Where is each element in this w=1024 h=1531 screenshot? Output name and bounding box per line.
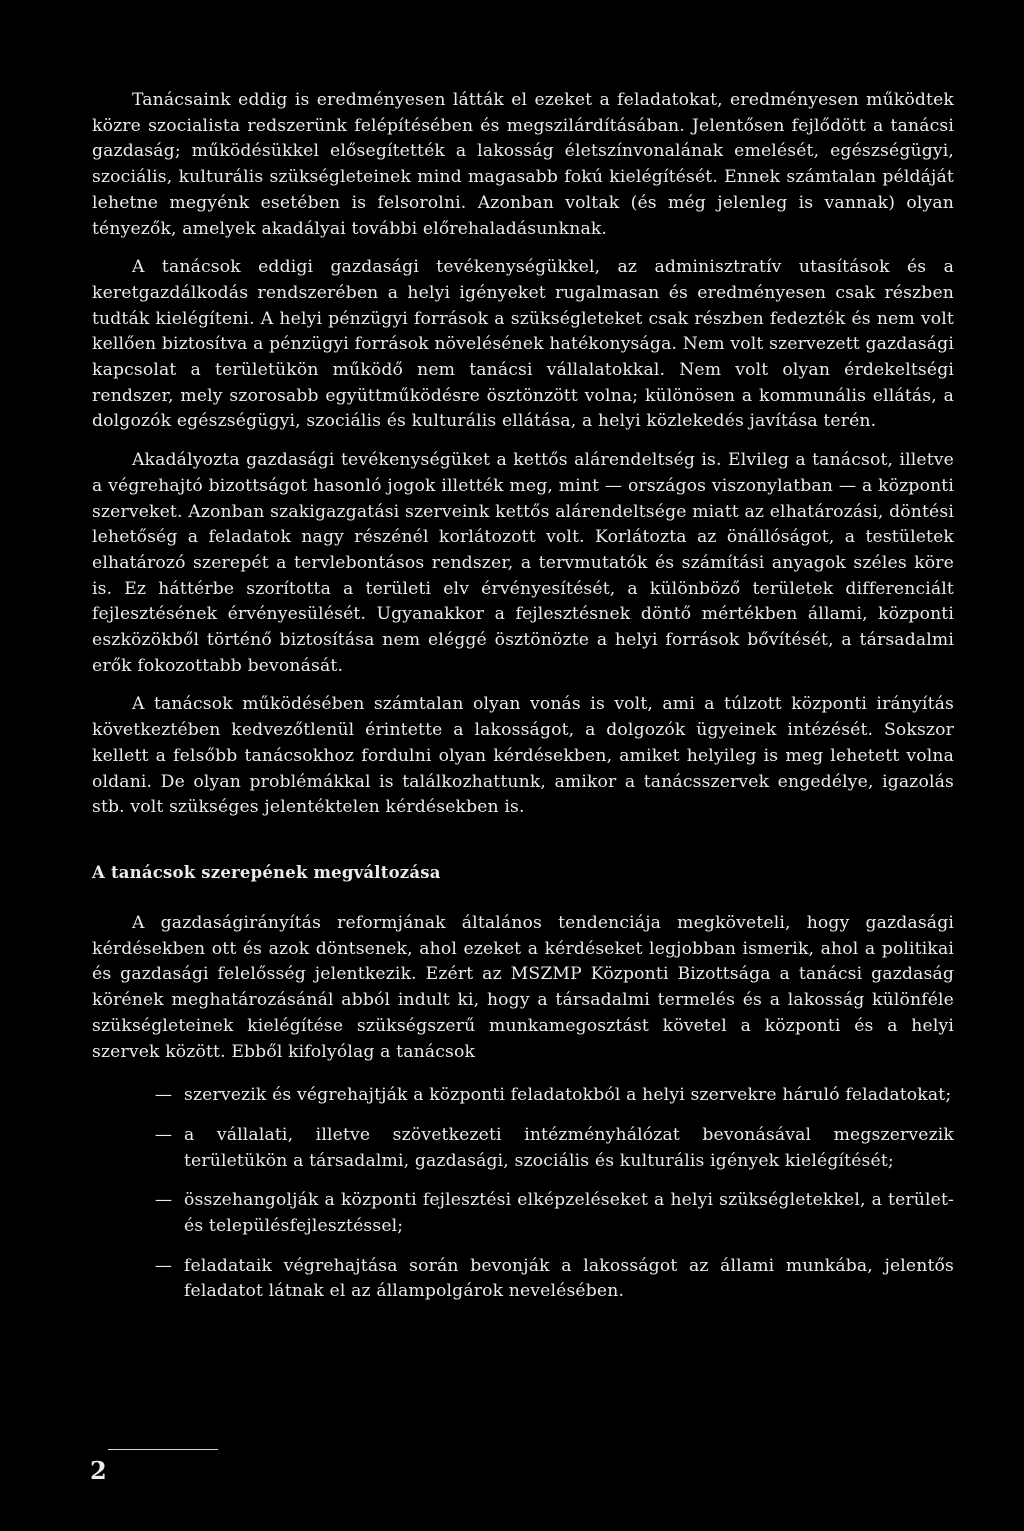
list-item-text: összehangolják a központi fejlesztési elképzeléseket a helyi szükségletekkel, a terület- és településfejlesztéssel; xyxy=(184,1190,954,1237)
paragraph-2: A tanácsok eddigi gazdasági tevékenységükkel, az adminisztratív utasítások és a keretgazdálkodás rendszerében a helyi igényeket rugalmasan és eredményesen csak részben tudták kielégíteni. A helyi pénzügyi források a szükségleteket csak részben fedezték és nem volt kellően biztosítva a pénzügyi források növelésének hatékonysága. Nem volt szervezett gazdasági kapcsolat a területükön működő nem tanácsi vállalatokkal. Nem volt olyan érdekeltségi rendszer, mely szorosabb együttműködésre ösztönzött volna; különösen a kommunális ellátás, a dolgozók egészségügyi, szociális és kulturális ellátása, a helyi közlekedés javítása terén. xyxy=(92,257,954,432)
list-item xyxy=(92,1188,954,1239)
paragraph-1: Tanácsaink eddig is eredményesen látták el ezeket a feladatokat, eredményesen működtek közre szocialista redszerünk felépítésében és megszilárdításában. Jelentősen fejlődött a tanácsi gazdaság; működésükkel elősegítették a lakosság életszínvonalának emelését, egészségügyi, szociális, kulturális szükségleteinek mind magasabb fokú kielégítését. Ennek számtalan példáját lehetne megyénk esetében is felsorolni. Azonban voltak (és még jelenleg is vannak) olyan tényezők, amelyek akadályai további előrehaladásunknak. xyxy=(92,90,954,239)
page-content xyxy=(92,88,954,1319)
list-item-text: a vállalati, illetve szövetkezeti intézményhálózat bevonásával megszervezik területükön a társadalmi, gazdasági, szociális és kulturális igények kielégítését; xyxy=(184,1124,954,1171)
list-item xyxy=(92,1254,954,1305)
footnote-divider xyxy=(108,1449,218,1450)
dash-marker: — xyxy=(154,1124,172,1145)
dash-marker: — xyxy=(154,1085,172,1106)
dash-marker: — xyxy=(154,1255,172,1276)
paragraph-3: Akadályozta gazdasági tevékenységüket a kettős alárendeltség is. Elvileg a tanácsot, illetve a végrehajtó bizottságot hasonló jogok illették meg, mint — országos viszonylatban — a központi szerveket. Azonban szakigazgatási szerveink kettős alárendeltsége miatt az elhatározási, döntési lehetőség a feladatok nagy részénél korlátozott volt. Korlátozta az önállóságot, a testületek elhatározó szerepét a tervlebontásos rendszer, a tervmutatók és számítási anyagok széles köre is. Ez háttérbe szorította a területi elv érvényesítését, a különböző területek differenciált fejlesztésének érvényesülését. Ugyanakkor a fejlesztésnek döntő mértékben állami, központi eszközökből történő biztosítása nem eléggé ösztönözte a helyi források bővítését, a társadalmi erők fokozottabb bevonását. xyxy=(92,450,954,676)
list-item-text: szervezik és végrehajtják a központi feladatokból a helyi szervekre háruló feladatokat; xyxy=(184,1085,952,1106)
section-intro: A gazdaságirányítás reformjának általános tendenciája megköveteli, hogy gazdasági kérdésekben ott és azok döntsenek, ahol ezeket a kérdéseket legjobban ismerik, ahol a politikai és gazdasági felelősség jelentkezik. Ezért az MSZMP Központi Bizottsága a tanácsi gazdaság körének meghatározásánál abból indult ki, hogy a társadalmi termelés és a lakosság különféle szükségleteinek kielégítése szükségszerű munkamegosztást követel a központi és a helyi szervek között. Ebből kifolyólag a tanácsok xyxy=(92,912,954,1062)
list-item xyxy=(92,1083,954,1109)
paragraph-4: A tanácsok működésében számtalan olyan vonás is volt, ami a túlzott központi irányítás következtében kedvezőtlenül érintette a lakosságot, a dolgozók ügyeinek intézését. Sokszor kellett a felsőbb tanácsokhoz fordulni olyan kérdésekben, amiket helyileg is meg lehetett volna oldani. De olyan problémákkal is találkozhattunk, amikor a tanácsszervek engedélye, igazolás stb. volt szükséges jelentéktelen kérdésekben is. xyxy=(92,694,954,818)
task-list xyxy=(92,1083,954,1305)
section-heading: A tanácsok szerepének megváltozása xyxy=(92,862,441,882)
list-item xyxy=(92,1123,954,1174)
page-number: 2 xyxy=(90,1456,107,1485)
dash-marker: — xyxy=(154,1190,172,1211)
list-item-text: feladataik végrehajtása során bevonják a lakosságot az állami munkába, jelentős feladatot látnak el az állampolgárok nevelésében. xyxy=(184,1255,954,1302)
